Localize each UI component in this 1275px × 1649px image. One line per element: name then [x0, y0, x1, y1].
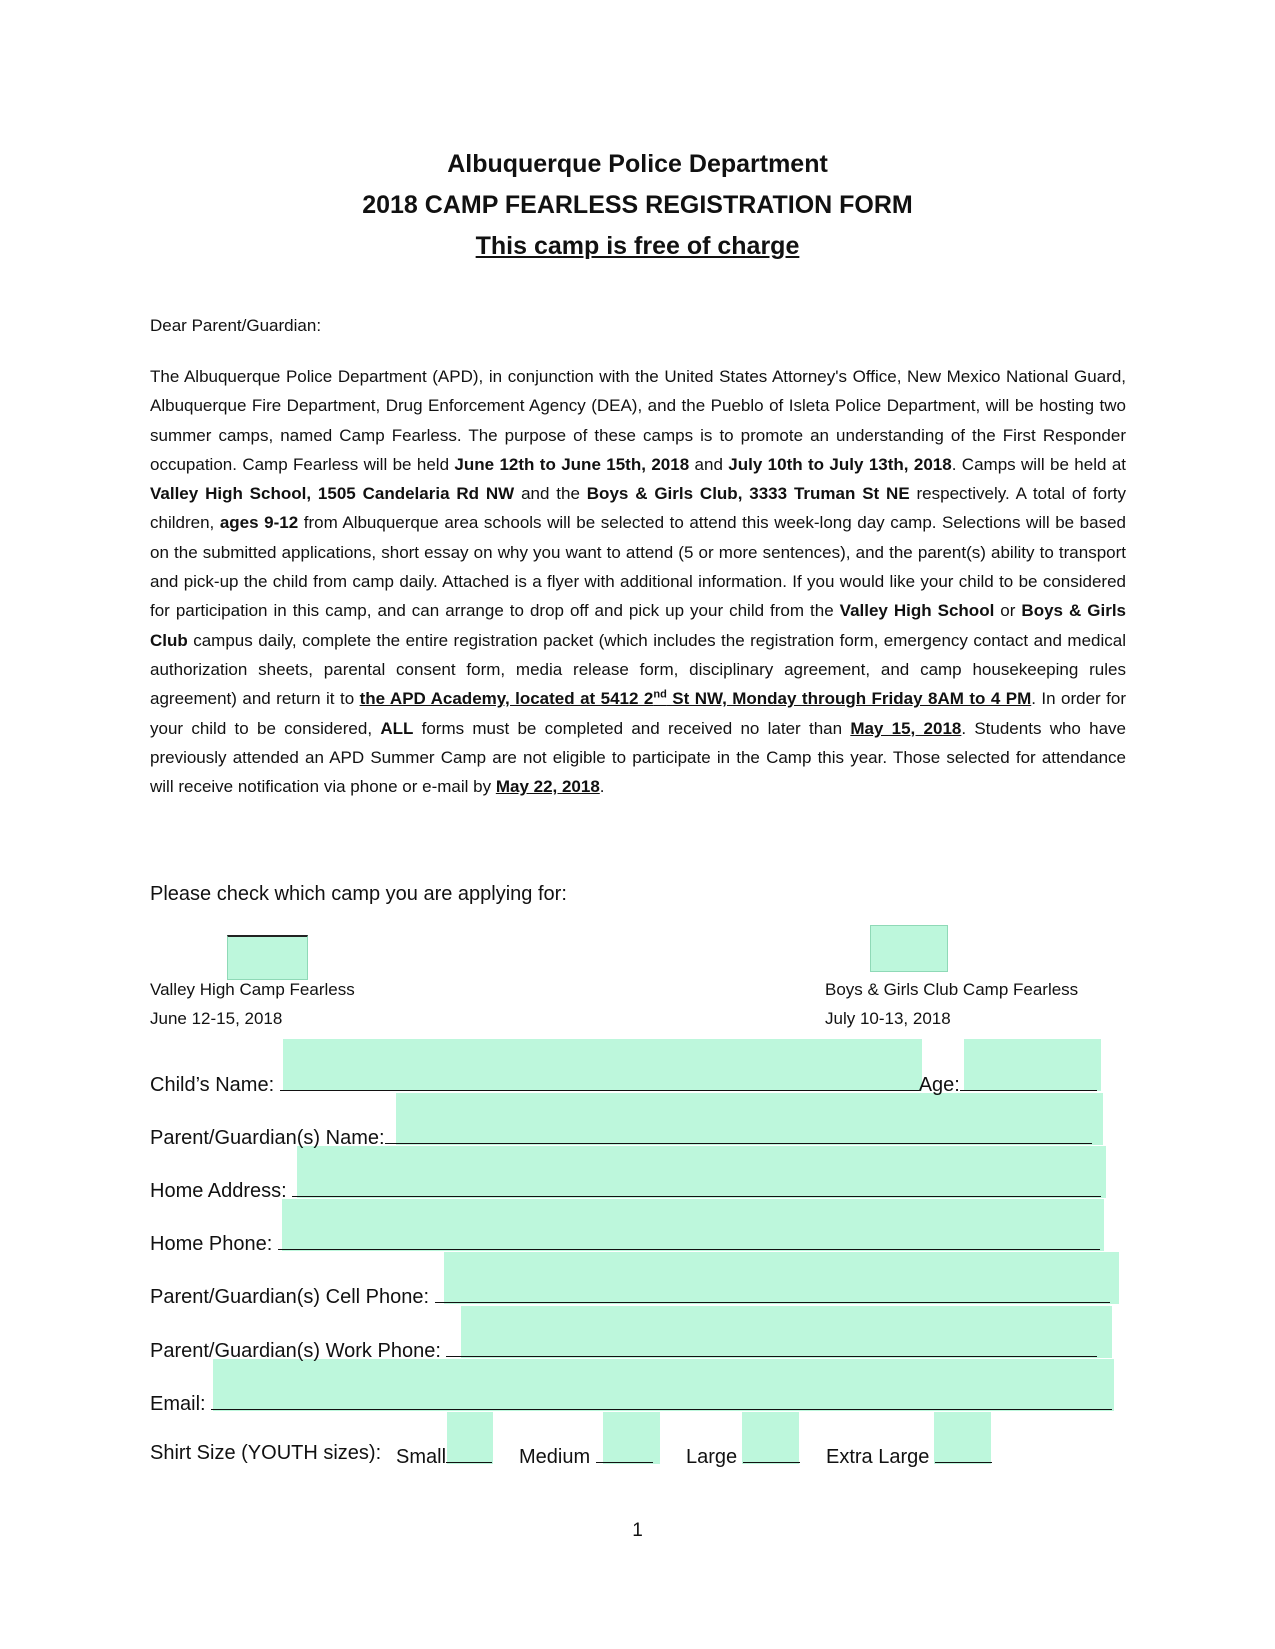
page-number: 1 [632, 1520, 643, 1541]
free-note: This camp is free of charge [475, 232, 800, 260]
work-phone-label: Parent/Guardian(s) Work Phone: [150, 1340, 441, 1362]
email-label: Email: [150, 1393, 206, 1415]
child-name-line [280, 1070, 919, 1091]
valley-high-camp-dates: June 12-15, 2018 [150, 1009, 283, 1028]
parent-name-line [385, 1123, 1092, 1144]
work-phone-row [150, 1336, 1097, 1363]
home-address-label: Home Address: [150, 1180, 287, 1202]
home-phone-line [278, 1229, 1100, 1250]
valley-high-camp-name: Valley High Camp Fearless [150, 980, 355, 999]
work-phone-line [446, 1336, 1097, 1357]
age-label: Age: [918, 1074, 960, 1096]
shirt-medium-label: Medium [519, 1446, 591, 1468]
child-name-row [150, 1070, 1097, 1097]
parent-name-label: Parent/Guardian(s) Name: [150, 1127, 385, 1149]
boys-girls-club-checkbox[interactable] [870, 925, 948, 972]
home-phone-row [150, 1229, 1100, 1256]
cell-phone-line [435, 1282, 1110, 1303]
form-title: 2018 CAMP FEARLESS REGISTRATION FORM [362, 191, 913, 219]
shirt-large-option [686, 1442, 800, 1469]
greeting: Dear Parent/Guardian: [150, 316, 322, 335]
shirt-small-line [446, 1442, 492, 1463]
valley-high-checkbox[interactable] [227, 935, 308, 980]
home-address-row [150, 1176, 1101, 1203]
shirt-size-label: Shirt Size (YOUTH sizes): [150, 1442, 382, 1464]
boys-girls-camp-name: Boys & Girls Club Camp Fearless [825, 980, 1079, 999]
home-address-line [292, 1176, 1101, 1197]
shirt-large-label: Large [686, 1446, 738, 1468]
shirt-small-option [396, 1442, 492, 1469]
boys-girls-camp-dates: July 10-13, 2018 [825, 1009, 951, 1028]
age-line [960, 1070, 1097, 1091]
shirt-large-line [743, 1442, 800, 1463]
shirt-xl-label: Extra Large [826, 1446, 930, 1468]
email-line [211, 1389, 1112, 1410]
parent-name-row [150, 1123, 1092, 1150]
intro-paragraph: The Albuquerque Police Department (APD), in conjunction with the United States Attorney's Office, New Mexico National Guard, Albuquerque Fire Department, Drug Enforcement Agency (DEA), and the Pueblo of Isleta Police Department, will be hosting two summer camps, named Camp Fearless. The purpose of these camps is to promote an understanding of the First Responder occupation. Camp Fearless will be held June 12th to June 15th, 2018 and July 10th to July 13th, 2018. Camps will be held at Valley High School, 1505 Candelaria Rd NW and the Boys & Girls Club, 3333 Truman St NE respectively. A total of forty children, ages 9-12 from Albuquerque area schools will be selected to attend this week-long day camp. Selections will be based on the submitted applications, short essay on why you want to attend (5 or more sentences), and the parent(s) ability to transport and pick-up the child from camp daily. Attached is a flyer with additional information. If you would like your child to be considered for participation in this camp, and can arrange to drop off and pick up your child from the Valley High School or Boys & Girls Club campus daily, complete the entire registration packet (which includes the registration form, emergency contact and medical authorization sheets, parental consent form, media release form, disciplinary agreement, and camp housekeeping rules agreement) and return it to the APD Academy, located at 5412 2nd St NW, Monday through Friday 8AM to 4 PM. In order for your child to be considered, ALL forms must be completed and received no later than May 15, 2018. Students who have previously attended an APD Summer Camp are not eligible to participate in the Camp this year. Those selected for attendance will receive notification via phone or e-mail by May 22, 2018. [150, 367, 1127, 797]
child-name-label: Child’s Name: [150, 1074, 275, 1096]
shirt-xl-line [935, 1442, 992, 1463]
camp-prompt: Please check which camp you are applying for: [150, 883, 567, 905]
org-title: Albuquerque Police Department [447, 150, 828, 178]
shirt-small-label: Small [396, 1446, 447, 1468]
shirt-xl-option [826, 1442, 992, 1469]
home-phone-label: Home Phone: [150, 1233, 273, 1255]
shirt-medium-line [596, 1442, 653, 1463]
cell-phone-label: Parent/Guardian(s) Cell Phone: [150, 1286, 430, 1308]
cell-phone-row [150, 1282, 1110, 1309]
email-row [150, 1389, 1112, 1416]
shirt-medium-option [519, 1442, 653, 1469]
